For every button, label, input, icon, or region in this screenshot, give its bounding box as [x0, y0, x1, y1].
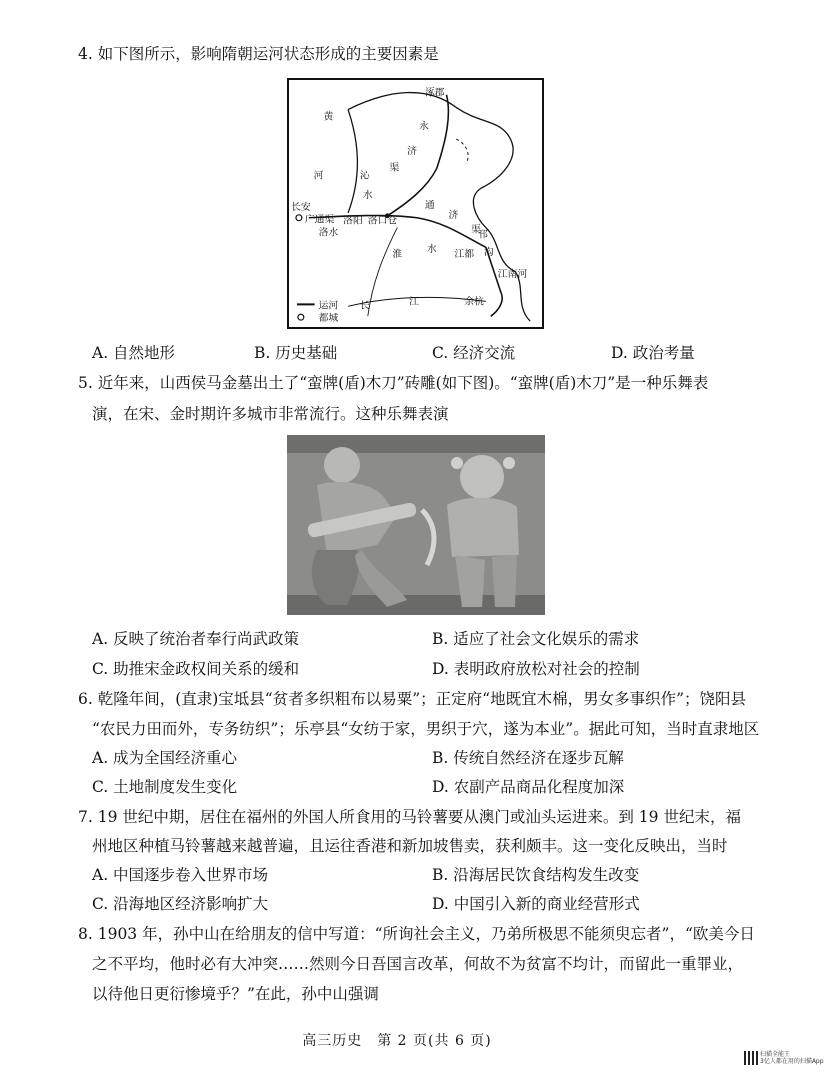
q5-option-b[interactable]: B. 适应了社会文化娱乐的需求: [432, 630, 640, 648]
q6-stem-line1: 6. 乾隆年间，(直隶)宝坻县“贫者多织粗布以易粟”；正定府“地既宜木棉，男女多事织作”；饶阳县: [78, 690, 747, 708]
map-label-shui2: 水: [426, 244, 437, 256]
map-label-jiangdu: 江都: [454, 249, 475, 261]
map-label-yong: 永: [418, 121, 429, 133]
map-label-chang: 长: [359, 300, 370, 312]
legend-capital: 都城: [318, 313, 339, 325]
q5-option-d[interactable]: D. 表明政府放松对社会的控制: [432, 660, 640, 678]
map-label-jiang: 江: [409, 296, 419, 308]
map-label-hangou2: 沟: [483, 247, 494, 259]
map-label-jiangnanhe: 江南河: [497, 268, 528, 280]
map-label-tong: 通: [424, 199, 435, 211]
q5-option-a[interactable]: A. 反映了统治者奉行尚武政策: [92, 630, 300, 648]
map-label-hangou1: 邗: [477, 229, 488, 241]
q8-stem-line3: 以待他日更衍惨境乎？”在此，孙中山强调: [92, 985, 379, 1003]
grand-canal-map: [287, 78, 544, 329]
map-label-qu1: 渠: [389, 162, 400, 174]
q4-option-d[interactable]: D. 政治考量: [611, 344, 695, 362]
map-label-huang: 黄: [323, 111, 334, 123]
q4-option-c[interactable]: C. 经济交流: [432, 344, 516, 362]
map-label-ji1: 济: [407, 145, 417, 157]
q8-stem-line1: 8. 1903 年，孙中山在给朋友的信中写道：“所询社会主义，乃弟所极思不能须臾忘者”，“欧美今日: [78, 925, 755, 943]
scanner-watermark: 扫描全能王 3亿人都在用的扫描App: [760, 1051, 824, 1065]
map-label-ji2: 济: [448, 209, 459, 221]
q4-option-b[interactable]: B. 历史基础: [254, 344, 338, 362]
page-footer: 高三历史 第 2 页(共 6 页): [302, 1033, 492, 1049]
q5-stem-line2: 演，在宋、金时期许多城市非常流行。这种乐舞表演: [92, 405, 449, 423]
qr-code-icon: [744, 1051, 758, 1065]
q7-stem-line2: 州地区种植马铃薯越来越普遍，且运往香港和新加坡售卖，获利颇丰。这一变化反映出，当时: [92, 837, 728, 855]
map-label-qu2: 渠: [471, 224, 481, 236]
legend-canal: 运河: [318, 300, 339, 312]
q7-option-a[interactable]: A. 中国逐步卷入世界市场: [92, 866, 269, 884]
map-label-huai: 淮: [392, 249, 403, 261]
q7-option-b[interactable]: B. 沿海居民饮食结构发生改变: [432, 866, 640, 884]
q5-option-c[interactable]: C. 助推宋金政权间关系的缓和: [92, 660, 300, 678]
q5-stem-line1: 5. 近年来，山西侯马金墓出土了“蛮牌(盾)木刀”砖雕(如下图)。“蛮牌(盾)木刀”是一种乐舞表: [78, 374, 709, 392]
map-label-zhuojun: 涿郡: [424, 87, 445, 99]
map-label-luoyang: 洛阳: [343, 215, 363, 227]
map-label-luokoucang: 洛口仓: [367, 215, 398, 227]
map-label-shui1: 水: [362, 190, 373, 202]
q7-option-d[interactable]: D. 中国引入新的商业经营形式: [432, 895, 640, 913]
q6-option-d[interactable]: D. 农副产品商品化程度加深: [432, 778, 625, 796]
q8-stem-line2: 之不平均，他时必有大冲突……然则今日吾国言改革，何故不为贫富不均计，而留此一重罪业，: [92, 955, 744, 973]
map-label-luoshui: 洛水: [318, 227, 339, 239]
map-label-he: 河: [313, 170, 324, 182]
q6-option-c[interactable]: C. 土地制度发生变化: [92, 778, 238, 796]
q6-stem-line2: “农民力田而外，专务纺织”；乐亭县“女纺于家，男织于穴，遂为本业”。据此可知，当时直隶地区: [92, 720, 760, 738]
map-label-qin: 沁: [359, 170, 370, 182]
q7-option-c[interactable]: C. 沿海地区经济影响扩大: [92, 895, 269, 913]
q6-option-a[interactable]: A. 成为全国经济重心: [92, 749, 238, 767]
q4-stem: 4. 如下图所示，影响隋朝运河状态形成的主要因素是: [78, 45, 439, 63]
map-label-changan: 长安: [291, 201, 311, 213]
map-label-yuhang: 余杭: [464, 296, 484, 308]
q7-stem-line1: 7. 19 世纪中期，居住在福州的外国人所食用的马铃薯要从澳门或汕头运进来。到 19 世纪末，福: [78, 808, 741, 826]
q4-option-a[interactable]: A. 自然地形: [92, 344, 176, 362]
brick-carving-photo: [287, 435, 545, 615]
map-label-guangtong: 广通渠: [304, 214, 335, 226]
q6-option-b[interactable]: B. 传统自然经济在逐步瓦解: [432, 749, 624, 767]
